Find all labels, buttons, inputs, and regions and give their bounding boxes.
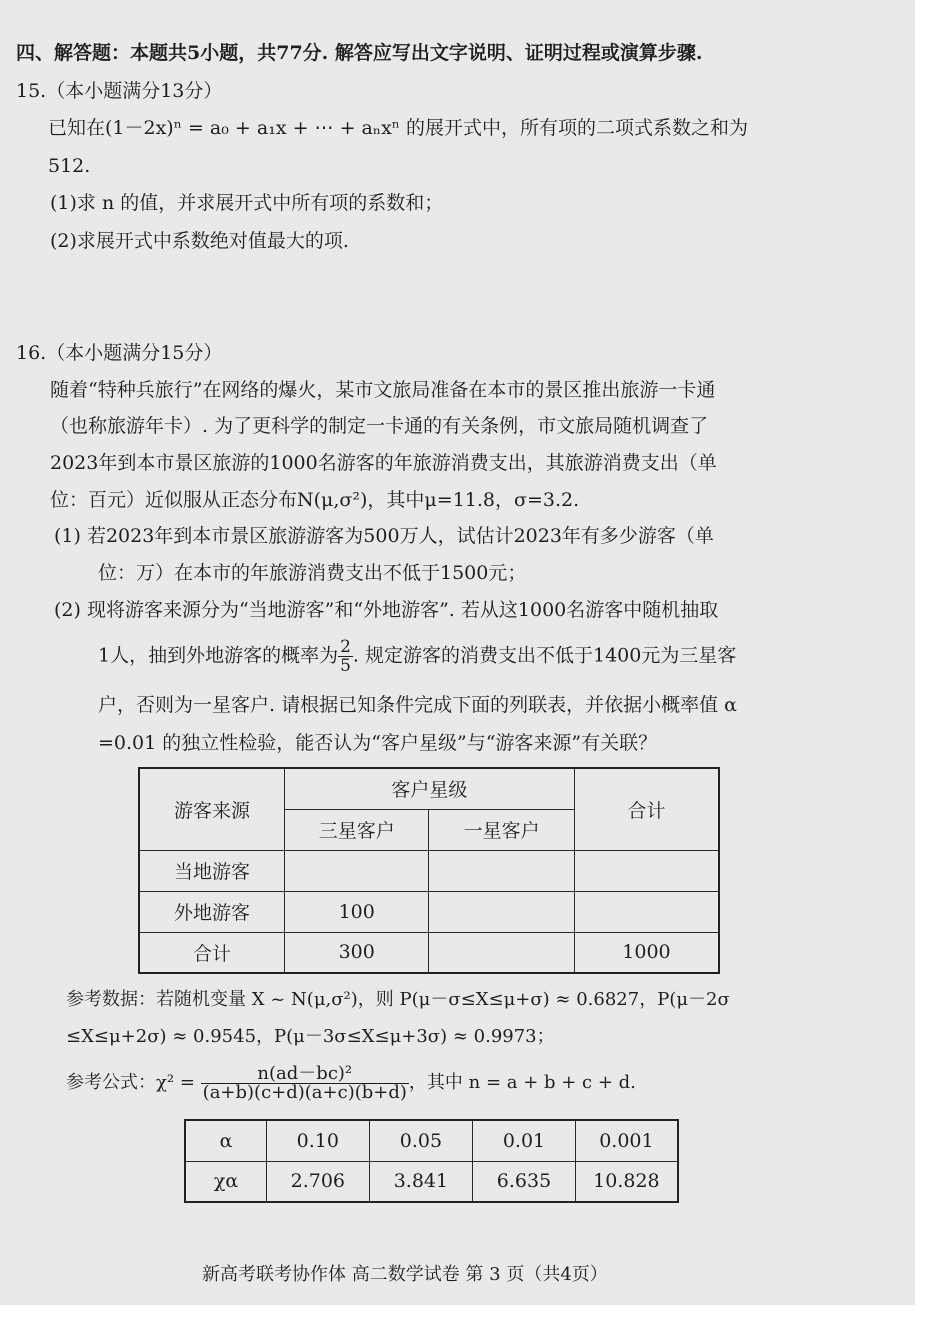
probability-fraction <box>338 638 353 675</box>
table-cell: 0.01 <box>473 1120 576 1161</box>
q16-part2-line2-pre: 1人，抽到外地游客的概率为 <box>98 644 339 667</box>
q16-part1-line1: (1) 若2023年到本市景区旅游游客为500万人，试估计2023年有多少游客（单 <box>54 525 714 547</box>
section-header: 四、解答题：本题共5小题，共77分. 解答应写出文字说明、证明过程或演算步骤. <box>16 42 703 64</box>
alpha-label: α <box>185 1120 267 1161</box>
reference-formula <box>66 1062 636 1104</box>
q15-stem-line1: 已知在(1－2x)ⁿ = a₀ + a₁x + ⋯ + aₙxⁿ 的展开式中，所有项的二项式系数之和为 <box>48 117 749 139</box>
table-cell: 10.828 <box>575 1161 678 1202</box>
q15-part2: (2)求展开式中系数绝对值最大的项. <box>50 230 349 252</box>
table-cell: 2.706 <box>267 1161 370 1202</box>
table-corner-header: 游客来源 <box>139 768 284 850</box>
table-row <box>139 932 719 973</box>
table-cell: 0.05 <box>369 1120 473 1161</box>
q16-title: 16.（本小题满分15分） <box>16 342 223 364</box>
table-cell <box>284 850 429 891</box>
fraction-numerator: 2 <box>340 637 351 657</box>
q16-stem-line4: 位：百元）近似服从正态分布N(μ,σ²)，其中μ=11.8，σ=3.2. <box>50 489 580 511</box>
table-cell: 300 <box>284 932 429 973</box>
table-cell: 0.10 <box>267 1120 370 1161</box>
q16-part2-line4: =0.01 的独立性检验，能否认为“客户星级”与“游客来源”有关联？ <box>98 732 658 754</box>
formula-label: 参考公式：χ² = <box>66 1072 195 1093</box>
q16-part2-line2 <box>98 638 736 675</box>
table-group-header: 客户星级 <box>284 768 574 809</box>
q15-stem-line2: 512. <box>48 155 91 177</box>
fraction-denominator: 5 <box>340 656 351 676</box>
chi-square-fraction <box>201 1062 409 1103</box>
table-col-one-star: 一星客户 <box>429 809 574 850</box>
reference-data-line2: ≤X≤μ+2σ) ≈ 0.9545，P(μ－3σ≤X≤μ+3σ) ≈ 0.9973； <box>66 1026 555 1047</box>
q16-stem-line3: 2023年到本市景区旅游的1000名游客的年旅游消费支出，其旅游消费支出（单 <box>50 452 717 474</box>
q16-stem-line2: （也称旅游年卡）. 为了更科学的制定一卡通的有关条例，市文旅局随机调查了 <box>50 415 709 437</box>
q16-part1-line2: 位：万）在本市的年旅游消费支出不低于1500元； <box>98 562 527 584</box>
table-total-header: 合计 <box>574 768 719 850</box>
table-row <box>185 1120 678 1161</box>
table-cell: 外地游客 <box>139 891 284 932</box>
table-cell <box>574 891 719 932</box>
page-footer: 新高考联考协作体 高二数学试卷 第 3 页（共4页） <box>202 1264 608 1285</box>
table-col-three-star: 三星客户 <box>284 809 429 850</box>
table-cell: 6.635 <box>473 1161 576 1202</box>
table-cell: 3.841 <box>369 1161 473 1202</box>
contingency-table <box>138 767 720 974</box>
table-cell: 1000 <box>574 932 719 973</box>
formula-tail: ，其中 n = a + b + c + d. <box>408 1072 636 1093</box>
table-cell: 100 <box>284 891 429 932</box>
table-cell: 0.001 <box>575 1120 678 1161</box>
chi-alpha-label: χα <box>185 1161 267 1202</box>
table-cell <box>429 932 574 973</box>
q16-part2-line1: (2) 现将游客来源分为“当地游客”和“外地游客”. 若从这1000名游客中随机抽取 <box>54 599 719 621</box>
q16-stem-line1: 随着“特种兵旅行”在网络的爆火，某市文旅局准备在本市的景区推出旅游一卡通 <box>50 379 716 401</box>
q16-part2-line2-post: . 规定游客的消费支出不低于1400元为三星客 <box>352 644 737 667</box>
table-cell <box>429 850 574 891</box>
q16-part2-line3: 户，否则为一星客户. 请根据已知条件完成下面的列联表，并依据小概率值 α <box>98 694 737 716</box>
critical-value-table <box>184 1119 679 1203</box>
table-cell: 当地游客 <box>139 850 284 891</box>
formula-numerator: n(ad－bc)² <box>201 1065 409 1084</box>
table-cell <box>429 891 574 932</box>
q15-title: 15.（本小题满分13分） <box>16 80 223 102</box>
formula-denominator: (a+b)(c+d)(a+c)(b+d) <box>202 1081 407 1103</box>
table-cell <box>574 850 719 891</box>
table-cell: 合计 <box>139 932 284 973</box>
reference-data-line1: 参考数据：若随机变量 X ~ N(μ,σ²)，则 P(μ－σ≤X≤μ+σ) ≈ 0.6827，P(μ－2σ <box>66 989 730 1010</box>
table-row <box>139 850 719 891</box>
table-row <box>139 891 719 932</box>
table-row <box>185 1161 678 1202</box>
q15-part1: (1)求 n 的值，并求展开式中所有项的系数和； <box>50 192 444 214</box>
